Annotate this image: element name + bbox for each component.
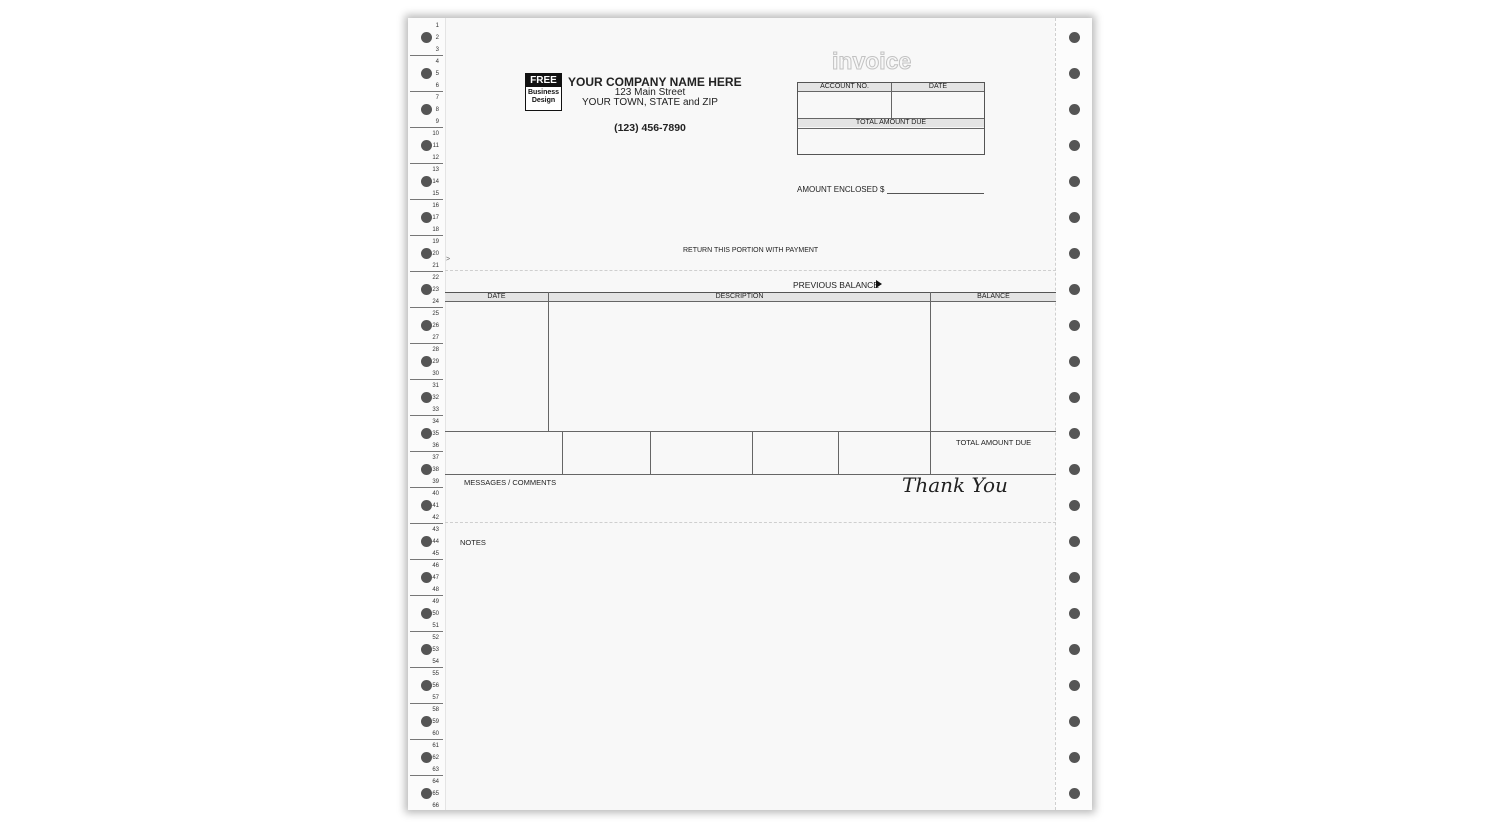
line-number: 17 bbox=[432, 215, 439, 221]
line-number: 45 bbox=[432, 551, 439, 557]
aging-divider-2 bbox=[650, 431, 651, 475]
company-street: 123 Main Street bbox=[614, 87, 686, 98]
line-number: 23 bbox=[432, 287, 439, 293]
left-pin-feed-hole bbox=[421, 572, 432, 583]
margin-rule bbox=[410, 487, 443, 488]
line-number: 65 bbox=[432, 791, 439, 797]
line-number: 33 bbox=[432, 407, 439, 413]
margin-rule bbox=[410, 127, 443, 128]
line-number: 20 bbox=[432, 251, 439, 257]
margin-rule bbox=[410, 199, 443, 200]
perforation-line-bottom bbox=[445, 522, 1056, 523]
table-body-bottom-rule bbox=[445, 431, 1056, 432]
right-pin-feed-hole bbox=[1069, 68, 1080, 79]
logo-free-text: FREE bbox=[526, 74, 561, 87]
line-number: 50 bbox=[432, 611, 439, 617]
right-pin-feed-hole bbox=[1069, 680, 1080, 691]
margin-rule bbox=[410, 523, 443, 524]
line-number: 36 bbox=[432, 443, 439, 449]
line-number: 14 bbox=[432, 179, 439, 185]
line-number: 6 bbox=[435, 83, 439, 89]
line-number: 49 bbox=[432, 599, 439, 605]
left-pin-feed-hole bbox=[421, 284, 432, 295]
left-pin-feed-hole bbox=[421, 536, 432, 547]
line-number: 12 bbox=[432, 155, 439, 161]
line-number: 43 bbox=[432, 527, 439, 533]
amount-enclosed-line bbox=[887, 193, 984, 194]
margin-rule bbox=[410, 559, 443, 560]
margin-rule bbox=[410, 631, 443, 632]
margin-rule bbox=[410, 451, 443, 452]
company-phone: (123) 456-7890 bbox=[614, 122, 686, 134]
messages-comments-label: MESSAGES / COMMENTS bbox=[464, 478, 557, 487]
line-number: 18 bbox=[432, 227, 439, 233]
line-number: 41 bbox=[432, 503, 439, 509]
line-number: 34 bbox=[432, 419, 439, 425]
total-amount-due-header: TOTAL AMOUNT DUE bbox=[798, 119, 984, 127]
logo-line-business: Business bbox=[527, 89, 560, 96]
right-pin-feed-hole bbox=[1069, 212, 1080, 223]
right-pin-feed-hole bbox=[1069, 320, 1080, 331]
line-number: 16 bbox=[432, 203, 439, 209]
line-number: 53 bbox=[432, 647, 439, 653]
notes-label: NOTES bbox=[460, 538, 486, 547]
previous-balance-label: PREVIOUS BALANCE bbox=[793, 280, 879, 290]
line-number: 42 bbox=[432, 515, 439, 521]
right-pin-feed-hole bbox=[1069, 392, 1080, 403]
line-number: 27 bbox=[432, 335, 439, 341]
line-number: 47 bbox=[432, 575, 439, 581]
line-number: 13 bbox=[432, 167, 439, 173]
left-pin-feed-hole bbox=[421, 392, 432, 403]
right-pin-feed-hole bbox=[1069, 356, 1080, 367]
line-number: 2 bbox=[435, 35, 439, 41]
invoice-title: invoice bbox=[832, 48, 912, 74]
margin-rule bbox=[410, 163, 443, 164]
line-number: 52 bbox=[432, 635, 439, 641]
line-number: 21 bbox=[432, 263, 439, 269]
line-number: 5 bbox=[435, 71, 439, 77]
line-number: 9 bbox=[435, 119, 439, 125]
left-pin-feed-hole bbox=[421, 464, 432, 475]
line-number: 55 bbox=[432, 671, 439, 677]
column-header-date: DATE bbox=[445, 293, 548, 301]
margin-rule bbox=[410, 739, 443, 740]
right-pin-feed-hole bbox=[1069, 716, 1080, 727]
line-number: 62 bbox=[432, 755, 439, 761]
line-number: 10 bbox=[432, 131, 439, 137]
left-pin-feed-hole bbox=[421, 788, 432, 799]
line-number: 4 bbox=[435, 59, 439, 65]
margin-rule bbox=[410, 415, 443, 416]
date-column-divider bbox=[548, 292, 549, 432]
line-number: 24 bbox=[432, 299, 439, 305]
line-number: 59 bbox=[432, 719, 439, 725]
line-number: 60 bbox=[432, 731, 439, 737]
line-number: 51 bbox=[432, 623, 439, 629]
margin-rule bbox=[410, 379, 443, 380]
right-pin-feed-hole bbox=[1069, 140, 1080, 151]
line-number: 32 bbox=[432, 395, 439, 401]
left-pin-feed-hole bbox=[421, 68, 432, 79]
line-number: 48 bbox=[432, 587, 439, 593]
right-pin-feed-hole bbox=[1069, 104, 1080, 115]
left-pin-feed-hole bbox=[421, 32, 432, 43]
left-pin-feed-hole bbox=[421, 428, 432, 439]
total-amount-due-label: TOTAL AMOUNT DUE bbox=[956, 438, 1032, 447]
left-pin-feed-hole bbox=[421, 176, 432, 187]
margin-rule bbox=[410, 667, 443, 668]
left-pin-feed-hole bbox=[421, 356, 432, 367]
margin-rule bbox=[410, 307, 443, 308]
right-pin-feed-hole bbox=[1069, 608, 1080, 619]
line-number: 25 bbox=[432, 311, 439, 317]
left-pin-feed-hole bbox=[421, 500, 432, 511]
right-pin-feed-hole bbox=[1069, 248, 1080, 259]
left-pin-feed-hole bbox=[421, 680, 432, 691]
right-pin-feed-hole bbox=[1069, 32, 1080, 43]
margin-rule bbox=[410, 235, 443, 236]
line-number: 63 bbox=[432, 767, 439, 773]
right-pin-feed-hole bbox=[1069, 644, 1080, 655]
account-date-divider bbox=[891, 83, 892, 119]
company-logo bbox=[525, 73, 562, 111]
right-pin-feed-hole bbox=[1069, 176, 1080, 187]
line-number: 35 bbox=[432, 431, 439, 437]
right-pin-feed-hole bbox=[1069, 284, 1080, 295]
right-pin-feed-hole bbox=[1069, 572, 1080, 583]
line-number: 61 bbox=[432, 743, 439, 749]
margin-rule bbox=[410, 595, 443, 596]
line-number: 64 bbox=[432, 779, 439, 785]
right-pin-feed-hole bbox=[1069, 536, 1080, 547]
logo-line-design: Design bbox=[531, 97, 556, 104]
line-number: 1 bbox=[435, 23, 439, 29]
line-number: 38 bbox=[432, 467, 439, 473]
margin-rule bbox=[410, 343, 443, 344]
perforation-line-top bbox=[445, 270, 1056, 271]
company-name: YOUR COMPANY NAME HERE bbox=[568, 75, 742, 89]
margin-rule bbox=[410, 703, 443, 704]
left-pin-feed-hole bbox=[421, 248, 432, 259]
line-number: 57 bbox=[432, 695, 439, 701]
line-number: 8 bbox=[435, 107, 439, 113]
right-tractor-margin bbox=[1055, 18, 1092, 810]
line-number: 22 bbox=[432, 275, 439, 281]
line-number: 46 bbox=[432, 563, 439, 569]
date-header: DATE bbox=[892, 83, 984, 91]
column-header-balance: BALANCE bbox=[931, 293, 1056, 301]
right-pin-feed-hole bbox=[1069, 500, 1080, 511]
line-number: 40 bbox=[432, 491, 439, 497]
left-pin-feed-hole bbox=[421, 140, 432, 151]
right-pin-feed-hole bbox=[1069, 428, 1080, 439]
column-header-description: DESCRIPTION bbox=[549, 293, 930, 301]
line-number: 56 bbox=[432, 683, 439, 689]
left-pin-feed-hole bbox=[421, 644, 432, 655]
aging-divider-1 bbox=[562, 431, 563, 475]
line-number: 11 bbox=[432, 143, 439, 149]
line-number: 37 bbox=[432, 455, 439, 461]
line-number: 3 bbox=[435, 47, 439, 53]
line-number: 39 bbox=[432, 479, 439, 485]
left-pin-feed-hole bbox=[421, 104, 432, 115]
fold-marker: > bbox=[446, 256, 451, 263]
right-pin-feed-hole bbox=[1069, 752, 1080, 763]
right-pin-feed-hole bbox=[1069, 788, 1080, 799]
line-number: 28 bbox=[432, 347, 439, 353]
left-pin-feed-hole bbox=[421, 320, 432, 331]
line-number: 30 bbox=[432, 371, 439, 377]
line-number: 15 bbox=[432, 191, 439, 197]
line-number: 66 bbox=[432, 803, 439, 809]
account-no-header: ACCOUNT NO. bbox=[798, 83, 891, 91]
invoice-form bbox=[408, 18, 1092, 810]
balance-column-divider bbox=[930, 292, 931, 475]
left-pin-feed-hole bbox=[421, 752, 432, 763]
amount-enclosed-label: AMOUNT ENCLOSED $ bbox=[797, 185, 885, 194]
left-pin-feed-hole bbox=[421, 716, 432, 727]
line-number: 26 bbox=[432, 323, 439, 329]
right-pin-feed-hole bbox=[1069, 464, 1080, 475]
left-pin-feed-hole bbox=[421, 608, 432, 619]
total-divider-bottom bbox=[798, 128, 984, 129]
margin-rule bbox=[410, 271, 443, 272]
left-pin-feed-hole bbox=[421, 212, 432, 223]
line-number: 7 bbox=[435, 95, 439, 101]
line-number: 58 bbox=[432, 707, 439, 713]
margin-rule bbox=[410, 91, 443, 92]
aging-divider-3 bbox=[752, 431, 753, 475]
right-arrow-icon bbox=[876, 280, 882, 288]
line-number: 31 bbox=[432, 383, 439, 389]
line-number: 54 bbox=[432, 659, 439, 665]
line-number: 44 bbox=[432, 539, 439, 545]
logo-subtext bbox=[526, 89, 561, 105]
return-portion-note: RETURN THIS PORTION WITH PAYMENT bbox=[683, 247, 819, 254]
table-header-rule bbox=[445, 301, 1056, 302]
aging-divider-4 bbox=[838, 431, 839, 475]
line-number: 29 bbox=[432, 359, 439, 365]
line-number: 19 bbox=[432, 239, 439, 245]
margin-rule bbox=[410, 775, 443, 776]
margin-rule bbox=[410, 55, 443, 56]
company-city: YOUR TOWN, STATE and ZIP bbox=[582, 97, 718, 108]
thank-you-script: Thank You bbox=[902, 473, 1008, 497]
